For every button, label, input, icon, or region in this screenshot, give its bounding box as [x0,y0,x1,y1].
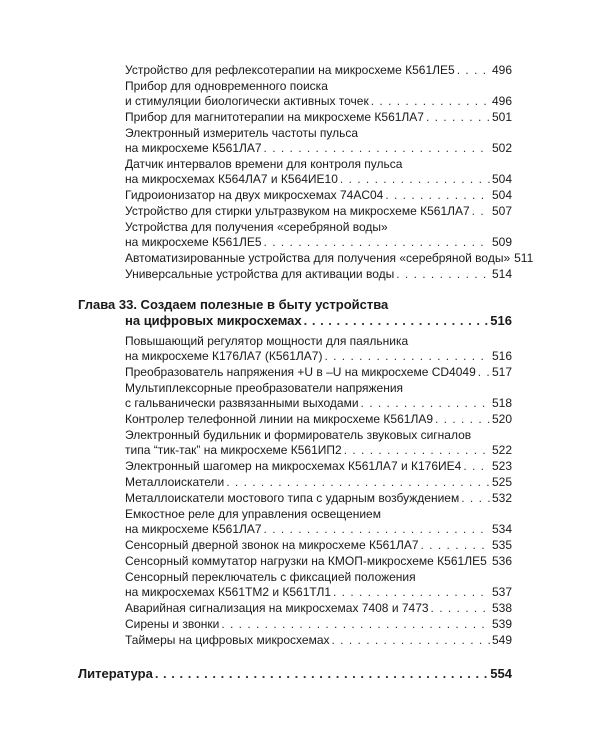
toc-entry[interactable] [125,172,512,186]
toc-entry[interactable] [125,235,512,249]
toc-entry[interactable] [125,617,512,631]
toc-entry-page-number: 523 [491,459,512,473]
toc-entry-title-line1: Емкостное реле для управления освещением [125,507,381,521]
literature-page-number: 554 [490,666,512,681]
toc-entry-title: Металлоискатели [125,475,225,489]
toc-entry[interactable] [125,601,512,615]
dot-leader [478,365,490,379]
toc-entry-title: Устройство для рефлексотерапии на микросхеме К561ЛЕ5 [125,63,455,77]
chapter-page-number: 516 [490,313,512,328]
toc-entry-title: Электронный шагомер на микросхемах К561ЛА7 и К176ИЕ4 [125,459,462,473]
toc-entry-title-line2: типа “тик-так” на микросхеме К561ИП2 [125,443,342,457]
dot-leader [435,412,490,426]
toc-entry[interactable] [125,63,512,77]
dot-leader [371,94,490,108]
toc-entry[interactable] [125,538,512,552]
toc-entry-title-line2: на микросхеме К561ЛА7 [125,522,262,536]
toc-entry-title-line1: Мультиплексорные преобразователи напряжения [125,381,404,395]
dot-leader [472,204,490,218]
toc-entry-title: Таймеры на цифровых микросхемах [125,633,330,647]
toc-entry-title-line1: Прибор для одновременного поиска [125,79,328,93]
toc-entry[interactable] [125,251,534,265]
toc-entry-page-number: 520 [491,412,512,426]
toc-entry[interactable] [125,204,512,218]
toc-entry-title-line2: и стимуляции биологически активных точек [125,94,369,108]
literature-label: Литература [78,666,153,681]
toc-entry-page-number: 507 [491,204,512,218]
dot-leader [264,235,490,249]
toc-entry-page-number: 522 [491,443,512,457]
toc-entry[interactable] [125,94,512,108]
toc-entry[interactable] [125,412,512,426]
toc-entry-title: Гидроионизатор на двух микросхемах 74AC04 [125,188,384,202]
toc-entry[interactable] [125,267,512,281]
toc-entry[interactable] [125,491,512,505]
toc-entry-page-number: 516 [491,349,512,363]
dot-leader [431,601,490,615]
dot-leader [264,141,490,155]
toc-entry-title: Аварийная сигнализация на микросхемах 7408 и 7473 [125,601,429,615]
toc-entry-page-number: 538 [491,601,512,615]
toc-entry[interactable] [125,141,512,155]
toc-entry[interactable] [125,459,512,473]
toc-entry-title-line1: Электронный будильник и формирователь звуковых сигналов [125,428,472,442]
toc-entry-page-number: 496 [491,94,512,108]
toc-entry[interactable] [125,110,512,124]
dot-leader [155,666,488,681]
dot-leader [463,459,490,473]
dot-leader [324,349,490,363]
dot-leader [340,172,490,186]
toc-entry-title: Контролер телефонной линии на микросхеме К561ЛА9 [125,412,433,426]
chapter-heading[interactable] [125,313,512,328]
chapter-title-line2: на цифровых микросхемах [125,313,302,328]
toc-entry-page-number: 534 [491,522,512,536]
dot-leader [457,63,490,77]
dot-leader [333,585,490,599]
chapter-heading-line1[interactable] [78,297,512,312]
toc-entry-title: Сенсорный дверной звонок на микросхеме К561ЛА7 [125,538,419,552]
toc-entry[interactable] [125,188,512,202]
dot-leader [461,491,490,505]
toc-entry-page-number: 504 [491,172,512,186]
toc-entry-title-line2: с гальванически развязанными выходами [125,396,359,410]
toc-entry-title-line2: на микросхемах К564ЛА7 и К564ИЕ10 [125,172,338,186]
toc-entry-page-number: 525 [491,475,512,489]
toc-entry[interactable] [125,554,512,568]
toc-entry-title-line1: Сенсорный переключатель с фиксацией положения [125,570,416,584]
toc-entry-page-number: 514 [491,267,512,281]
toc-entry[interactable] [125,475,512,489]
toc-entry-page-number: 535 [491,538,512,552]
toc-entry-page-number: 537 [491,585,512,599]
dot-leader [264,522,490,536]
dot-leader [421,538,490,552]
chapter-title: Глава 33. Создаем полезные в быту устройства [78,297,389,312]
toc-entry-title-line1: Датчик интервалов времени для контроля пульса [125,157,403,171]
literature-entry[interactable] [78,666,512,681]
toc-entry-page-number: 536 [491,554,512,568]
dot-leader [332,633,490,647]
toc-entry-page-number: 502 [491,141,512,155]
toc-entry-title-line1: Электронный измеритель частоты пульса [125,126,359,140]
toc-entry-page-number: 517 [491,365,512,379]
toc-entry-page-number: 504 [491,188,512,202]
toc-entry[interactable] [125,522,512,536]
dot-leader [361,396,490,410]
toc-entry[interactable] [125,443,512,457]
toc-entry[interactable] [125,365,512,379]
toc-entry-page-number: 496 [491,63,512,77]
dot-leader [385,188,490,202]
toc-entry-title: Сенсорный коммутатор нагрузки на КМОП-микросхеме К561ЛЕ5 [125,554,487,568]
toc-entry-title: Универсальные устройства для активации воды [125,267,395,281]
toc-entry[interactable] [125,396,512,410]
toc-entry-title-line1: Устройства для получения «серебряной воды» [125,220,388,234]
toc-entry[interactable] [125,349,512,363]
dot-leader [226,475,490,489]
toc-entry-title-line2: на микросхеме К561ЛА7 [125,141,262,155]
dot-leader [304,313,489,328]
toc-entry-page-number: 532 [491,491,512,505]
toc-entry-title-line2: на микросхеме К176ЛА7 (К561ЛА7) [125,349,323,363]
toc-entry-page-number: 501 [491,110,512,124]
toc-entry[interactable] [125,633,512,647]
toc-entry-title: Сирены и звонки [125,617,220,631]
dot-leader [489,554,490,568]
dot-leader [221,617,490,631]
dot-leader [426,110,490,124]
toc-entry-title: Металлоискатели мостового типа с ударным возбуждением [125,491,460,505]
dot-leader [396,267,490,281]
toc-entry-page-number: 509 [491,235,512,249]
toc-entry[interactable] [125,585,512,599]
toc-entry-title: Автоматизированные устройства для получения «серебряной воды» [125,251,511,265]
toc-entry-title-line1: Повышающий регулятор мощности для паяльника [125,334,409,348]
toc-entry-title: Преобразователь напряжения +U в –U на микросхеме CD4049 [125,365,476,379]
dot-leader [344,443,490,457]
toc-entry-title-line2: на микросхеме К561ЛЕ5 [125,235,262,249]
toc-entry-page-number: 511 [514,251,534,265]
toc-entry-page-number: 539 [491,617,512,631]
toc-entry-title-line2: на микросхемах К561ТМ2 и К561ТЛ1 [125,585,331,599]
toc-entry-page-number: 518 [491,396,512,410]
toc-entry-page-number: 549 [491,633,512,647]
toc-entry-title: Устройство для стирки ультразвуком на микросхеме К561ЛА7 [125,204,470,218]
toc-entry-title: Прибор для магнитотерапии на микросхеме К561ЛА7 [125,110,424,124]
